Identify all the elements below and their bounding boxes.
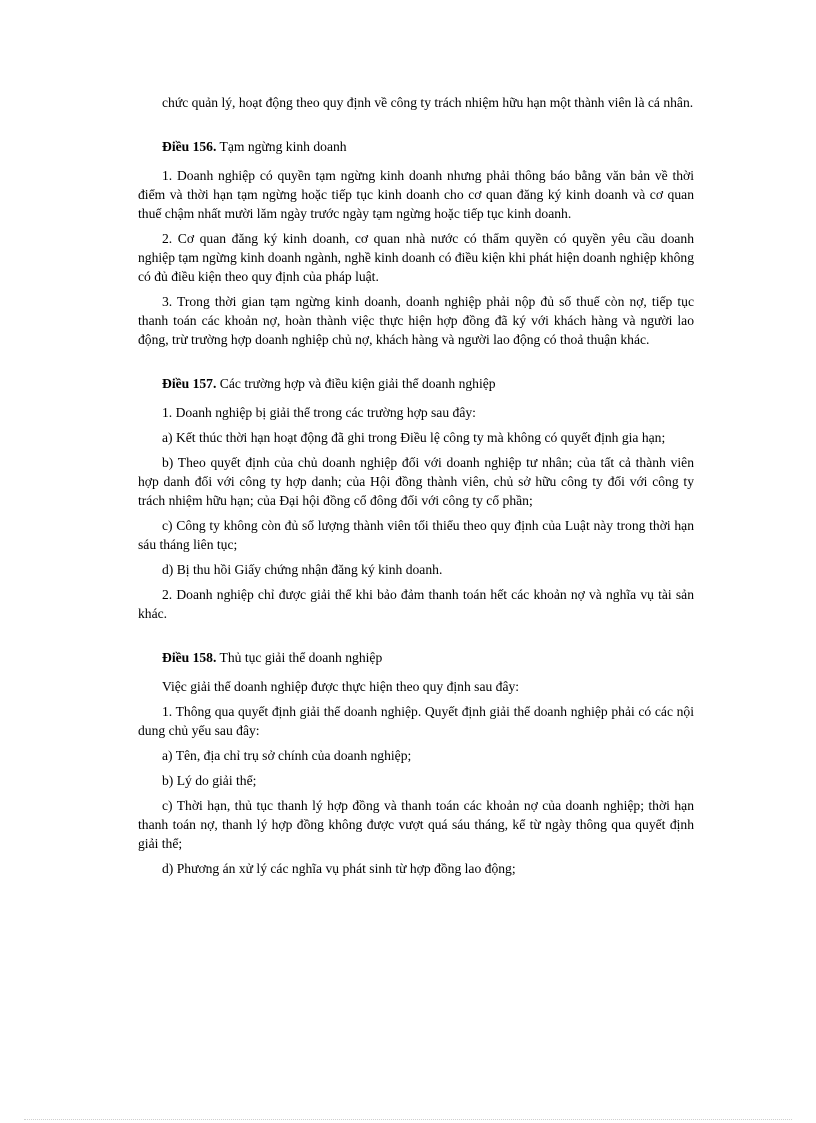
article-157-clause-2: 2. Doanh nghiệp chỉ được giải thể khi bảo đảm thanh toán hết các khoản nợ và nghĩa vụ tài sản khác.: [138, 587, 694, 621]
article-156-clause-3: 3. Trong thời gian tạm ngừng kinh doanh, doanh nghiệp phải nộp đủ số thuế còn nợ, tiếp tục thanh toán các khoản nợ, hoàn thành việc thực hiện hợp đồng đã ký với khách hàng và người lao động, trừ trường hợp doanh nghiệp chủ nợ, khách hàng và người lao động có thoả thuận khác.: [138, 294, 694, 347]
article-156-clause-2: 2. Cơ quan đăng ký kinh doanh, cơ quan nhà nước có thẩm quyền có quyền yêu cầu doanh nghiệp tạm ngừng kinh doanh ngành, nghề kinh doanh có điều kiện khi phát hiện doanh nghiệp không có đủ điều kiện theo quy định của pháp luật.: [138, 231, 694, 284]
article-157-item-b: b) Theo quyết định của chủ doanh nghiệp đối với doanh nghiệp tư nhân; của tất cả thành viên hợp danh đối với công ty hợp danh; của Hội đồng thành viên, chủ sở hữu công ty đối với công ty trách nhiệm hữu hạn; của Đại hội đồng cổ đông đối với công ty cổ phần;: [138, 455, 694, 508]
article-158-item-d: d) Phương án xử lý các nghĩa vụ phát sinh từ hợp đồng lao động;: [162, 861, 516, 876]
article-157-item-a: a) Kết thúc thời hạn hoạt động đã ghi trong Điều lệ công ty mà không có quyết định gia hạn;: [162, 430, 666, 445]
document-page: [138, 93, 694, 884]
article-158-heading: [138, 648, 694, 667]
article-157-item-c: c) Công ty không còn đủ số lượng thành viên tối thiểu theo quy định của Luật này trong thời hạn sáu tháng liên tục;: [138, 518, 694, 552]
article-157-title: Các trường hợp và điều kiện giải thể doanh nghiệp: [219, 376, 496, 391]
article-156-title: Tạm ngừng kinh doanh: [219, 139, 347, 154]
article-158-number: Điều 158.: [162, 650, 217, 665]
article-157-number: Điều 157.: [162, 376, 217, 391]
article-156-number: Điều 156.: [162, 139, 217, 154]
article-156-heading: [138, 137, 694, 156]
article-158-clause-1: 1. Thông qua quyết định giải thể doanh nghiệp. Quyết định giải thể doanh nghiệp phải có các nội dung chủ yếu sau đây:: [138, 704, 694, 738]
article-157-item-d: d) Bị thu hồi Giấy chứng nhận đăng ký kinh doanh.: [162, 562, 443, 577]
intro-paragraph: chức quản lý, hoạt động theo quy định về công ty trách nhiệm hữu hạn một thành viên là cá nhân.: [162, 95, 694, 110]
article-158-item-b: b) Lý do giải thể;: [162, 773, 257, 788]
article-156-clause-1: 1. Doanh nghiệp có quyền tạm ngừng kinh doanh nhưng phải thông báo bằng văn bản về thời điểm và thời hạn tạm ngừng hoặc tiếp tục kinh doanh cho cơ quan đăng ký kinh doanh và cơ quan thuế chậm nhất mười lăm ngày trước ngày tạm ngừng hoặc tiếp tục kinh doanh.: [138, 168, 694, 221]
article-158-item-c: c) Thời hạn, thủ tục thanh lý hợp đồng và thanh toán các khoản nợ của doanh nghiệp; thời hạn thanh toán nợ, thanh lý hợp đồng không được vượt quá sáu tháng, kể từ ngày thông qua quyết định giải thể;: [138, 798, 694, 851]
article-157-clause-1: 1. Doanh nghiệp bị giải thể trong các trường hợp sau đây:: [162, 405, 476, 420]
article-158-intro: Việc giải thể doanh nghiệp được thực hiện theo quy định sau đây:: [162, 679, 520, 694]
article-157-heading: [138, 374, 694, 393]
article-158-item-a: a) Tên, địa chỉ trụ sở chính của doanh nghiệp;: [162, 748, 412, 763]
article-158-title: Thủ tục giải thể doanh nghiệp: [219, 650, 383, 665]
page-bottom-divider: [24, 1119, 792, 1120]
